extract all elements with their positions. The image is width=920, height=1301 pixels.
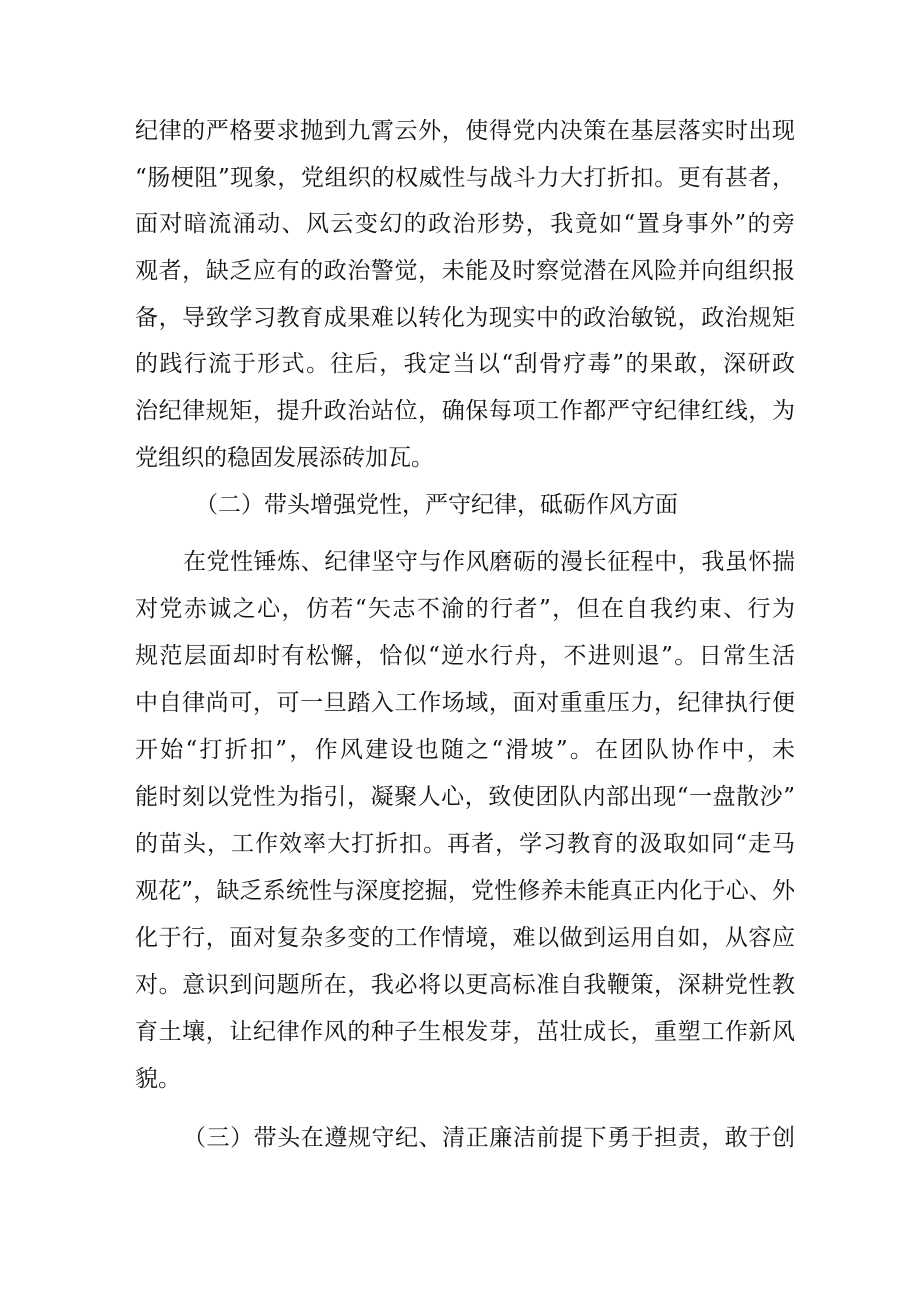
text-line: 育土壤，让纪律作风的种子生根发芽，茁壮成长，重塑工作新风	[135, 1019, 795, 1045]
text-line: 规范层面却时有松懈，恰似“逆水行舟，不进则退”。日常生活	[135, 643, 795, 669]
text-line: 面对暗流涌动、风云变幻的政治形势，我竟如“置身事外”的旁	[135, 211, 795, 237]
text-line: 治纪律规矩，提升政治站位，确保每项工作都严守纪律红线，为	[135, 398, 795, 424]
text-line: 中自律尚可，可一旦踏入工作场域，面对重重压力，纪律执行便	[135, 690, 795, 716]
text-line: 观花”，缺乏系统性与深度挖掘，党性修养未能真正内化于心、外	[135, 878, 795, 904]
text-line: 备，导致学习教育成果难以转化为现实中的政治敏锐，政治规矩	[135, 305, 795, 331]
section-heading-2: （二）带头增强党性，严守纪律，砥砺作风方面	[195, 492, 678, 518]
text-line: 对。意识到问题所在，我必将以更高标准自我鞭策，深耕党性教	[135, 972, 795, 998]
text-line: 对党赤诚之心，仿若“矢志不渝的行者”，但在自我约束、行为	[135, 596, 795, 622]
section-heading-3: （三）带头在遵规守纪、清正廉洁前提下勇于担责，敢于创	[183, 1125, 795, 1151]
text-line: 观者，缺乏应有的政治警觉，未能及时察觉潜在风险并向组织报	[135, 258, 795, 284]
text-line: 党组织的稳固发展添砖加瓦。	[135, 445, 434, 471]
text-line: 纪律的严格要求抛到九霄云外，使得党内决策在基层落实时出现	[135, 118, 795, 144]
text-line: 开始“打折扣”，作风建设也随之“滑坡”。在团队协作中，未	[135, 737, 795, 763]
text-line: 貌。	[135, 1066, 181, 1092]
text-line: 在党性锤炼、纪律坚守与作风磨砺的漫长征程中，我虽怀揣	[183, 549, 795, 575]
text-line: “肠梗阻”现象，党组织的权威性与战斗力大打折扣。更有甚者，	[135, 165, 795, 191]
text-line: 的苗头，工作效率大打折扣。再者，学习教育的汲取如同“走马	[135, 831, 795, 857]
text-line: 的践行流于形式。往后，我定当以“刮骨疗毒”的果敢，深研政	[135, 351, 795, 377]
text-line: 能时刻以党性为指引，凝聚人心，致使团队内部出现“一盘散沙”	[135, 784, 795, 810]
text-line: 化于行，面对复杂多变的工作情境，难以做到运用自如，从容应	[135, 925, 795, 951]
